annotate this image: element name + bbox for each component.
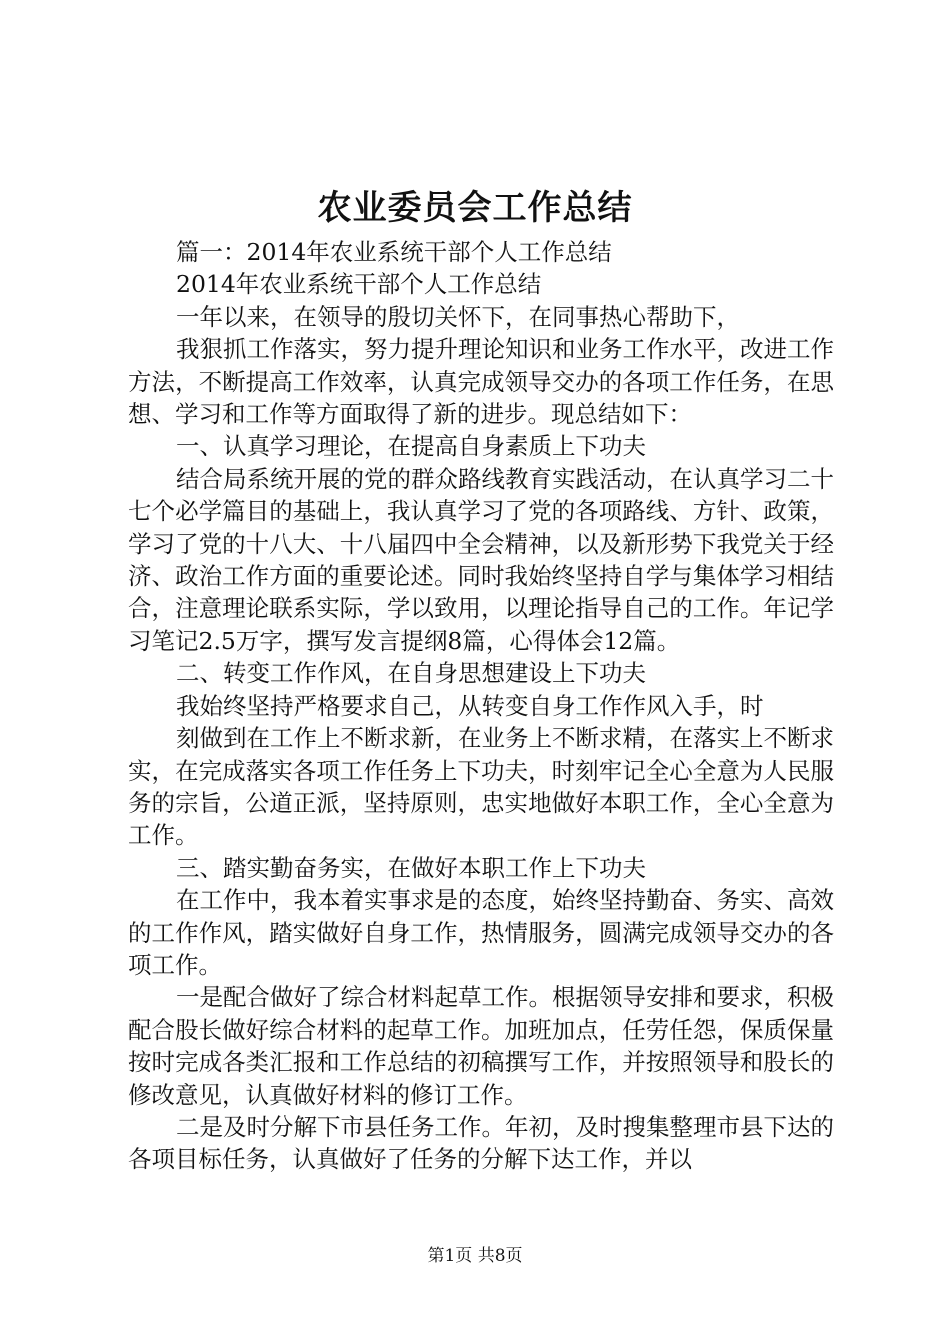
document-body bbox=[128, 236, 834, 1176]
paragraph: 三、踏实勤奋务实，在做好本职工作上下功夫 bbox=[176, 853, 646, 882]
page-footer: 第1页 共8页 bbox=[427, 1246, 523, 1266]
paragraph: 二是及时分解下市县任务工作。年初，及时搜集整理市县下达的各项目标任务，认真做好了任务的分解下达工作，并以 bbox=[128, 1112, 834, 1174]
paragraph: 我狠抓工作落实，努力提升理论知识和业务工作水平，改进工作方法，不断提高工作效率，认真完成领导交办的各项工作任务，在思想、学习和工作等方面取得了新的进步。现总结如下： bbox=[128, 335, 834, 429]
paragraph: 我始终坚持严格要求自己，从转变自身工作作风入手，时 bbox=[176, 691, 764, 720]
paragraph: 篇一：2014年农业系统干部个人工作总结 bbox=[176, 238, 612, 266]
paragraph: 在工作中，我本着实事求是的态度，始终坚持勤奋、务实、高效的工作作风，踏实做好自身工作，热情服务，圆满完成领导交办的各项工作。 bbox=[128, 886, 834, 979]
paragraph: 一年以来，在领导的殷切关怀下，在同事热心帮助下， bbox=[176, 302, 740, 331]
paragraph: 一、认真学习理论，在提高自身素质上下功夫 bbox=[176, 432, 646, 461]
paragraph: 2014年农业系统干部个人工作总结 bbox=[176, 270, 542, 299]
paragraph: 二、转变工作作风，在自身思想建设上下功夫 bbox=[176, 659, 646, 688]
document-title: 农业委员会工作总结 bbox=[317, 188, 633, 228]
paragraph: 一是配合做好了综合材料起草工作。根据领导安排和要求，积极配合股长做好综合材料的起草工作。加班加点，任劳任怨，保质保量按时完成各类汇报和工作总结的初稿撰写工作，并按照领导和股长的修改意见，认真做好材料的修订工作。 bbox=[128, 983, 834, 1109]
paragraph: 刻做到在工作上不断求新，在业务上不断求精，在落实上不断求实，在完成落实各项工作任务上下功夫，时刻牢记全心全意为人民服务的宗旨，公道正派，坚持原则，忠实地做好本职工作，全心全意为工作。 bbox=[128, 724, 834, 850]
paragraph: 结合局系统开展的党的群众路线教育实践活动，在认真学习二十七个必学篇目的基础上，我认真学习了党的各项路线、方针、政策，学习了党的十八大、十八届四中全会精神，以及新形势下我党关于经济、政治工作方面的重要论述。同时我始终坚持自学与集体学习相结合，注意理论联系实际，学以致用，以理论指导自己的工作。年记学习笔记2.5万字，撰写发言提纲8篇，心得体会12篇。 bbox=[128, 464, 834, 655]
